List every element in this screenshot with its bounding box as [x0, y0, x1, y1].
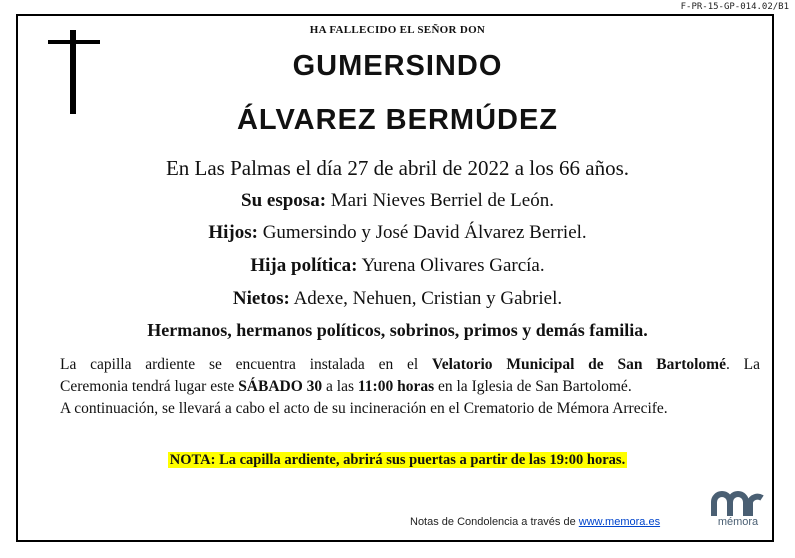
ceremony-info [60, 354, 760, 420]
ceremony-line: Ceremonia tendrá lugar este SÁBADO 30 a las 11:00 horas en la Iglesia de San Bartolomé. [60, 378, 632, 395]
deceased-surnames: ÁLVAREZ BERMÚDEZ [236, 104, 559, 136]
death-details: En Las Palmas el día 27 de abril de 2022 a los 66 años. [165, 156, 630, 180]
cremation-line: A continuación, se llevará a cabo el acto de su incineración en el Crematorio de Mémora Arrecife. [60, 400, 668, 417]
other-relatives: Hermanos, hermanos políticos, sobrinos, primos y demás familia. [147, 320, 648, 340]
memora-logo-icon [706, 488, 770, 518]
chapel-line: La capilla ardiente se encuentra instalada en el Velatorio Municipal de San Bartolomé. La [60, 356, 761, 373]
logo-wordmark: mémora [717, 516, 759, 528]
memora-link[interactable]: www.memora.es [578, 516, 661, 528]
document-code: F-PR-15-GP-014.02/B1 [680, 2, 789, 12]
condolence-footer: Notas de Condolencia a través de www.memora.es [410, 516, 661, 528]
family-daughter-in-law: Hija política: Yurena Olivares García. [250, 255, 545, 276]
family-spouse: Su esposa: Mari Nieves Berriel de León. [241, 190, 554, 211]
family-children: Hijos: Gumersindo y José David Álvarez Berriel. [208, 222, 587, 243]
intro-text: HA FALLECIDO EL SEÑOR DON [309, 24, 486, 36]
family-grandchildren: Nietos: Adexe, Nehuen, Cristian y Gabriel. [232, 288, 563, 309]
deceased-first-name: GUMERSINDO [292, 50, 503, 82]
memora-logo [706, 488, 770, 532]
note-banner: NOTA: La capilla ardiente, abrirá sus puertas a partir de las 19:00 horas. [169, 452, 626, 468]
